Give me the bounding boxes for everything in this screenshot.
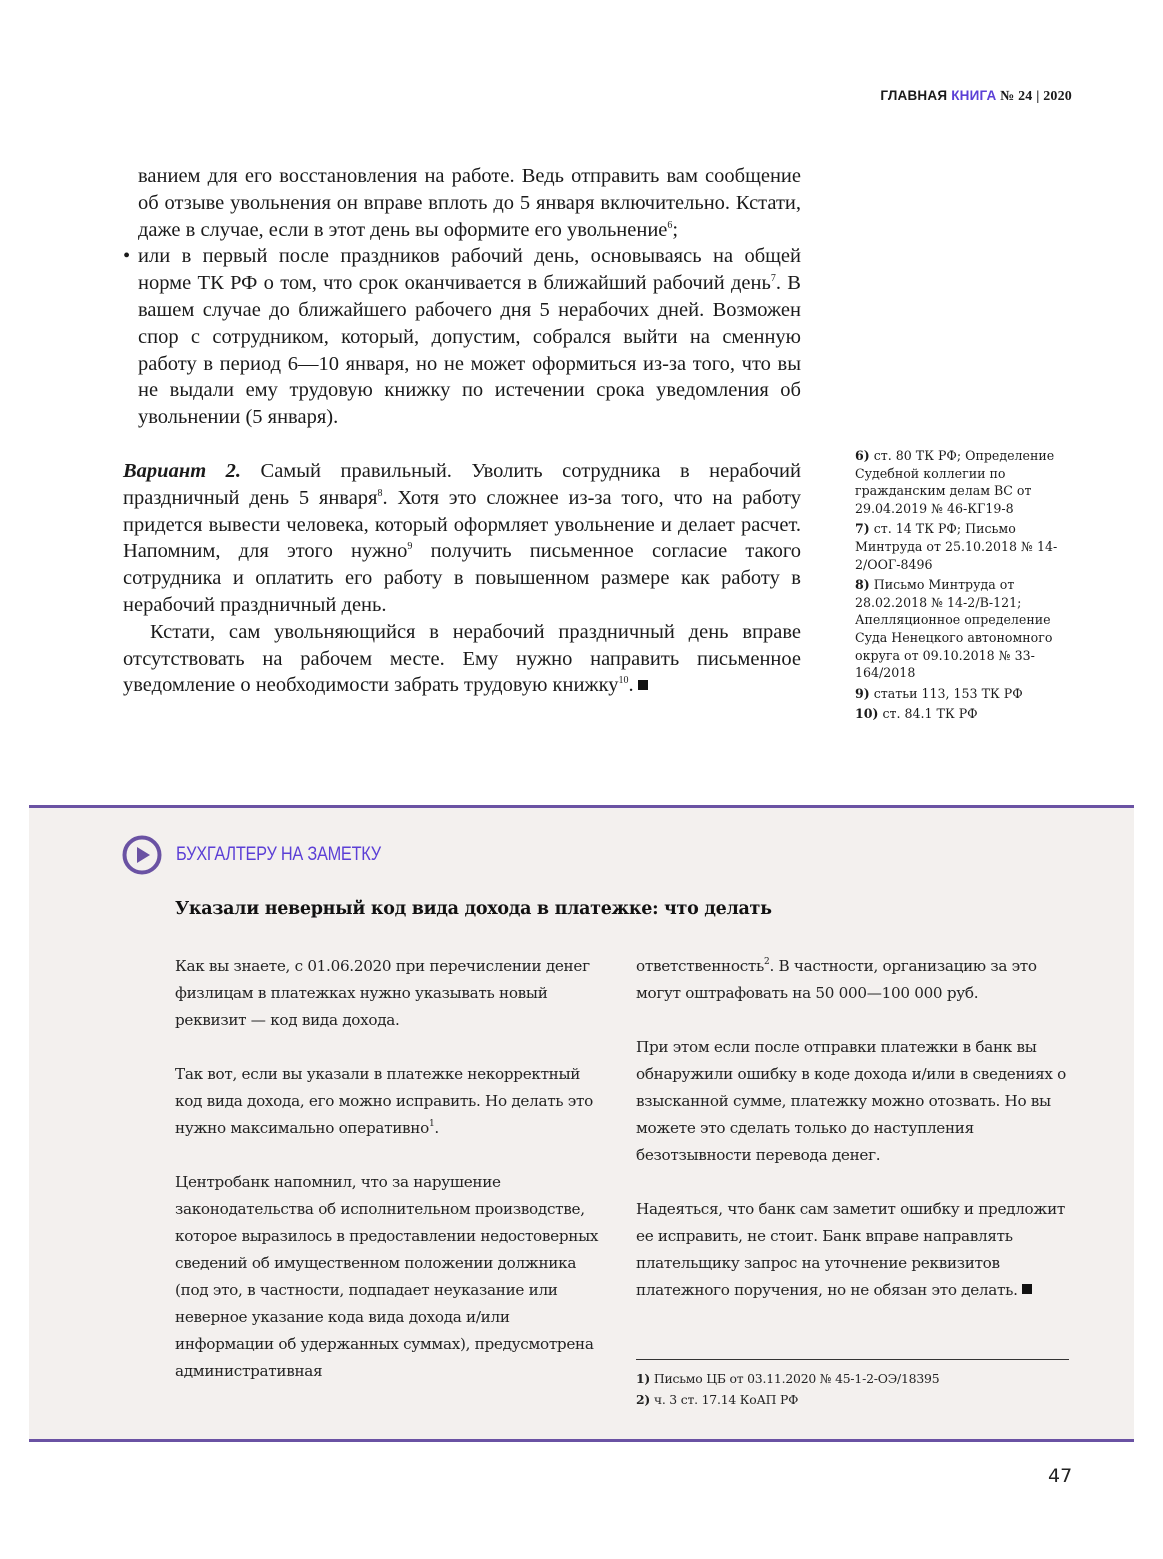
footnote: 1) Письмо ЦБ от 03.11.2020 № 45-1-2-ОЭ/18395 (636, 1371, 940, 1386)
footnote: 7) ст. 14 ТК РФ; Письмо Минтруда от 25.10.2018 № 14-2/ООГ-8496 (855, 521, 1058, 572)
issue-number: № 24 | 2020 (996, 89, 1072, 104)
bullet-continuation: ванием для его восстановления на работе. Ведь отправить вам сообщение об отзыве увольнения он вправе вплоть до 5 января включительно. Кстати, даже в случае, если в этот день вы оформите его увольнение$^6$; (138, 165, 801, 241)
variant-paragraph: Вариант 2. Самый правильный. Уволить сотрудника в нерабочий праздничный день 5 января$^8$. Хотя это сложнее из-за того, что на работу придется вывести человека, который оформляет увольнение и делает расчет. Напомним, для этого нужно$^9$ получить письменное согласие такого сотрудника и оплатить его работу в повышенном размере как работу в нерабочий праздничный день. (123, 459, 802, 616)
end-mark-icon (1022, 1284, 1032, 1294)
footnote: 9) статьи 113, 153 ТК РФ (855, 685, 1023, 701)
footnote-ref: 7 (770, 273, 776, 285)
page-number: 47 (1048, 1465, 1073, 1487)
box-title: Указали неверный код вида дохода в платежке: что делать (175, 899, 772, 919)
footnote: 6) ст. 80 ТК РФ; Определение Судебной коллегии по гражданским делам ВС от 29.04.2019 № 46-КГ19-8 (855, 448, 1055, 516)
variant-heading: Вариант 2. (123, 459, 242, 482)
footnote-ref: 6 (667, 219, 673, 231)
footnote-divider (636, 1359, 1069, 1360)
brand-name-accent: КНИГА (951, 88, 997, 103)
footnote-ref: 1 (428, 1119, 435, 1129)
box-column-left: Как вы знаете, с 01.06.2020 при перечислении денег физлицам в платежках нужно указывать новый реквизит — код вида дохода. Так вот, если вы указали в платежке некорректный код вида дохода, его можно исправить. Но делать это нужно максимально оперативно$^1$. Центробанк напомнил, что за нарушение законодательства об исполнительном производстве, которое выразилось в предоставлении недостоверных сведений об имущественном положении должника (под это, в частности, подпадает неуказание или неверное указание кода вида дохода и/или информации об удержанных суммах), предусмотрена административная (175, 957, 599, 1380)
footnote-ref: 8 (377, 487, 383, 499)
box-label: БУХГАЛТЕРУ НА ЗАМЕТКУ (176, 844, 381, 865)
footnote: 10) ст. 84.1 ТК РФ (855, 706, 978, 722)
running-header (880, 88, 1072, 105)
footnote: 8) Письмо Минтруда от 28.02.2018 № 14-2/В-121; Апелляционное определение Суда Ненецкого автономного округа от 09.10.2018 № 33-164/2018 (855, 577, 1053, 681)
box-column-right: ответственность$^2$. В частности, организацию за это могут оштрафовать на 50 000—100 000 руб. При этом если после отправки платежки в банк вы обнаружили ошибку в коде дохода и/или в сведениях о взысканной сумме, платежку можно отозвать. Но вы можете это сделать только до наступления безотзывности перевода денег. Надеяться, что банк сам заметит ошибку и предложит ее исправить, не стоит. Банк вправе направлять плательщику запрос на уточнение реквизитов платежного поручения, но не обязан это делать. (636, 957, 1067, 1299)
footnote: 2) ч. 3 ст. 17.14 КоАП РФ (636, 1392, 799, 1407)
article-body (123, 163, 801, 699)
closing-paragraph: Кстати, сам увольняющийся в нерабочий праздничный день вправе отсутствовать на рабочем месте. Ему нужно направить письменное уведомление о необходимости забрать трудовую книжку$^{10}$. (123, 620, 801, 697)
play-circle-icon (122, 835, 162, 875)
box-footnotes (636, 1368, 939, 1410)
brand-name: ГЛАВНАЯ (880, 88, 952, 103)
end-mark-icon (638, 680, 648, 690)
side-footnotes (855, 447, 1065, 726)
footnote-ref: 9 (407, 541, 413, 553)
footnote-ref: 10 (618, 675, 629, 687)
footnote-ref: 2 (764, 957, 770, 967)
note-box (29, 805, 1134, 1442)
bullet-item: • или в первый после праздников рабочий день, основываясь на общей норме ТК РФ о том, что срок оканчивается в ближайший рабочий день$^7$. В вашем случае до ближайшего рабочего дня 5 нерабочих дней. Возможен спор с сотрудником, который, допустим, собрался выйти на сменную работу в период 6—10 января, но не может оформиться из-за того, что вы не выдали ему трудовую книжку по истечении срока уведомления об увольнении (5 января). (123, 243, 801, 431)
